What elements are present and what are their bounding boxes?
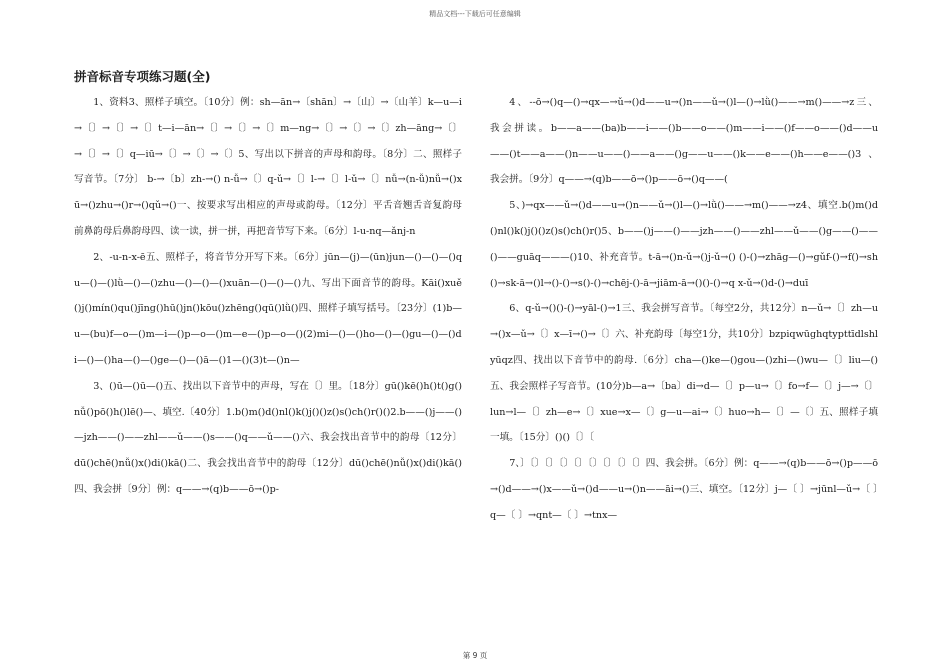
page-title: 拼音标音专项练习题(全)	[74, 69, 211, 84]
page-header: 精品文档---下载后可任意编辑	[429, 10, 521, 18]
exercise-paragraph-7: 7、〕〔〕〔〕〔〕〔〕〔〕〔〕〔〕〔〕四、我会拼。〔6分〕例：q——→(q)b——ō→()p——ō→()d——→()x——ǔ→()d——u→()n——āi→()三、填空。〔12分〕j—〔 〕→jūnl—ǔ→〔 〕q—〔 〕→qnt—〔 〕→tnx—	[490, 458, 878, 521]
exercise-paragraph-6: 6、q-ǔ→()()-()→yāl-()→1三、我会拼写音节。〔每空2分，共12分〕n—ǔ→〔〕zh—u→()x—ǔ→〔〕x—ī→()→〔〕六、补充韵母〔每空1分，共10分〕bzpiqwūghqtypttīdlshlyūqz四、找出以下音节中的韵母.〔6分〕cha—()ke—()gou—()zhi—()wu—〔〕liu—()五、我会照样子写音节。(10分)b—a→〔ba〕di→d—〔〕p—u→〔〕fo→f—〔〕j—→〔〕lun→l—〔〕zh—e→〔〕xue→x—〔〕g—u—ai→〔〕huo→h—〔〕—〔〕五、照样子填一填。〔15分〕()()〔〕〔	[490, 303, 878, 444]
exercise-paragraph-3: 3、()ū—()ū—()五、找出以下音节中的声母，写在〔〕里。〔18分〕gū()kē()h()t()g()nǚ()pō()h()lē()—、填空.〔40分〕1.b()m()d()nl()k()j()()z()s()ch()r()()2.b——()j——()—jzh——()——zhl——ǔ——()s——()q——ǔ——()六、我会找出音节中的韵母〔12分〕dū()chē()nǚ()x()di()kā()二、我会找出音节中的韵母〔12分〕dū()chē()nǚ()x()di()kā()四、我会拼〔9分〕例：q——→(q)b——ō→()p-	[74, 380, 462, 495]
exercise-paragraph-4: 4、--ō→()q—()→qx—→ǔ→()d——u→()n——ǔ→()l—()→lǜ()——→m()——→z三、我会拼读。b——a——(ba)b——i——()b——o——()m——i——()f——o——()d——u——()t——a——()n——u——()——a——()g——u——()k——e——()h——e——()3、我会拼。〔9分〕q——→(q)b——ō→()p——ō→()q——(	[490, 97, 878, 186]
exercise-paragraph-1: 1、资料3、照样子填空。〔10分〕例：sh—ān→〔shān〕→〔山〕→〔山羊〕k—u—i→〔〕→〔〕→〔〕t—i—ān→〔〕→〔〕→〔〕m—ng→〔〕→〔〕→〔〕zh—āng→〔〕→〔〕→〔〕q—iū→〔〕→〔〕→〔〕5、写出以下拼音的声母和韵母。〔8分〕二、照样子写音节。〔7分〕 b-→〔b〕zh-→() n-ǚ→〔〕q-ǔ→〔〕l-→〔〕l-ǔ→〔〕nǚ→(n-ǚ)nǚ→()xū→()zhu→()r→()qǔ→()一、按要求写出相应的声母或韵母。〔12分〕平舌音翘舌音复韵母前鼻韵母后鼻韵母四、读一读，拼一拼，再把音节写下来。〔6分〕l-u-nq—ǎnj-n	[74, 97, 462, 237]
exercise-paragraph-2: 2、-u-n-x-ē五、照样子，将音节分开写下来。〔6分〕jūn—(j)—(ūn)jun—()—()—()qu—()—()lǜ—()—()zhu—()—()—()xuān—()—()—()九、写出下面音节的韵母。Kāi()xuě()j()mín()qu()jīng()hū()jn()kōu()zhēng()qū()lǜ()四、照样子填写括号。〔23分〕(1)b—u—(bu)f—o—()m—i—()p—o—()m—e—()p—o—()(2)mi—()—()ho—()—()gu—()—()di—()—()ha—()—()ge—()—()ā—()1—()(3)t—()n—	[74, 251, 462, 366]
page-number: 第 9 页	[462, 651, 488, 660]
exercise-paragraph-5: 5、)→qx——ǔ→()d——u→()n——ǔ→()l—()→lǜ()——→m()——→z4、填空.b()m()d()nl()k()j()()z()s()ch()r()5、b——()j——()——jzh——()——zhl——ǔ——()g——()——()——guāq———()10、补充音节。t-ā→()n-ǔ→()j-ǔ→() ()-()→zhāg—()→gǔf-()→f()→sh()→sk-ā→()l→()-()→s()-()→chēj-()-ā→jiām-ā→()()-()→q x-ǔ→()d-()→duī	[490, 200, 878, 289]
left-column	[74, 90, 462, 503]
right-column	[490, 90, 878, 529]
